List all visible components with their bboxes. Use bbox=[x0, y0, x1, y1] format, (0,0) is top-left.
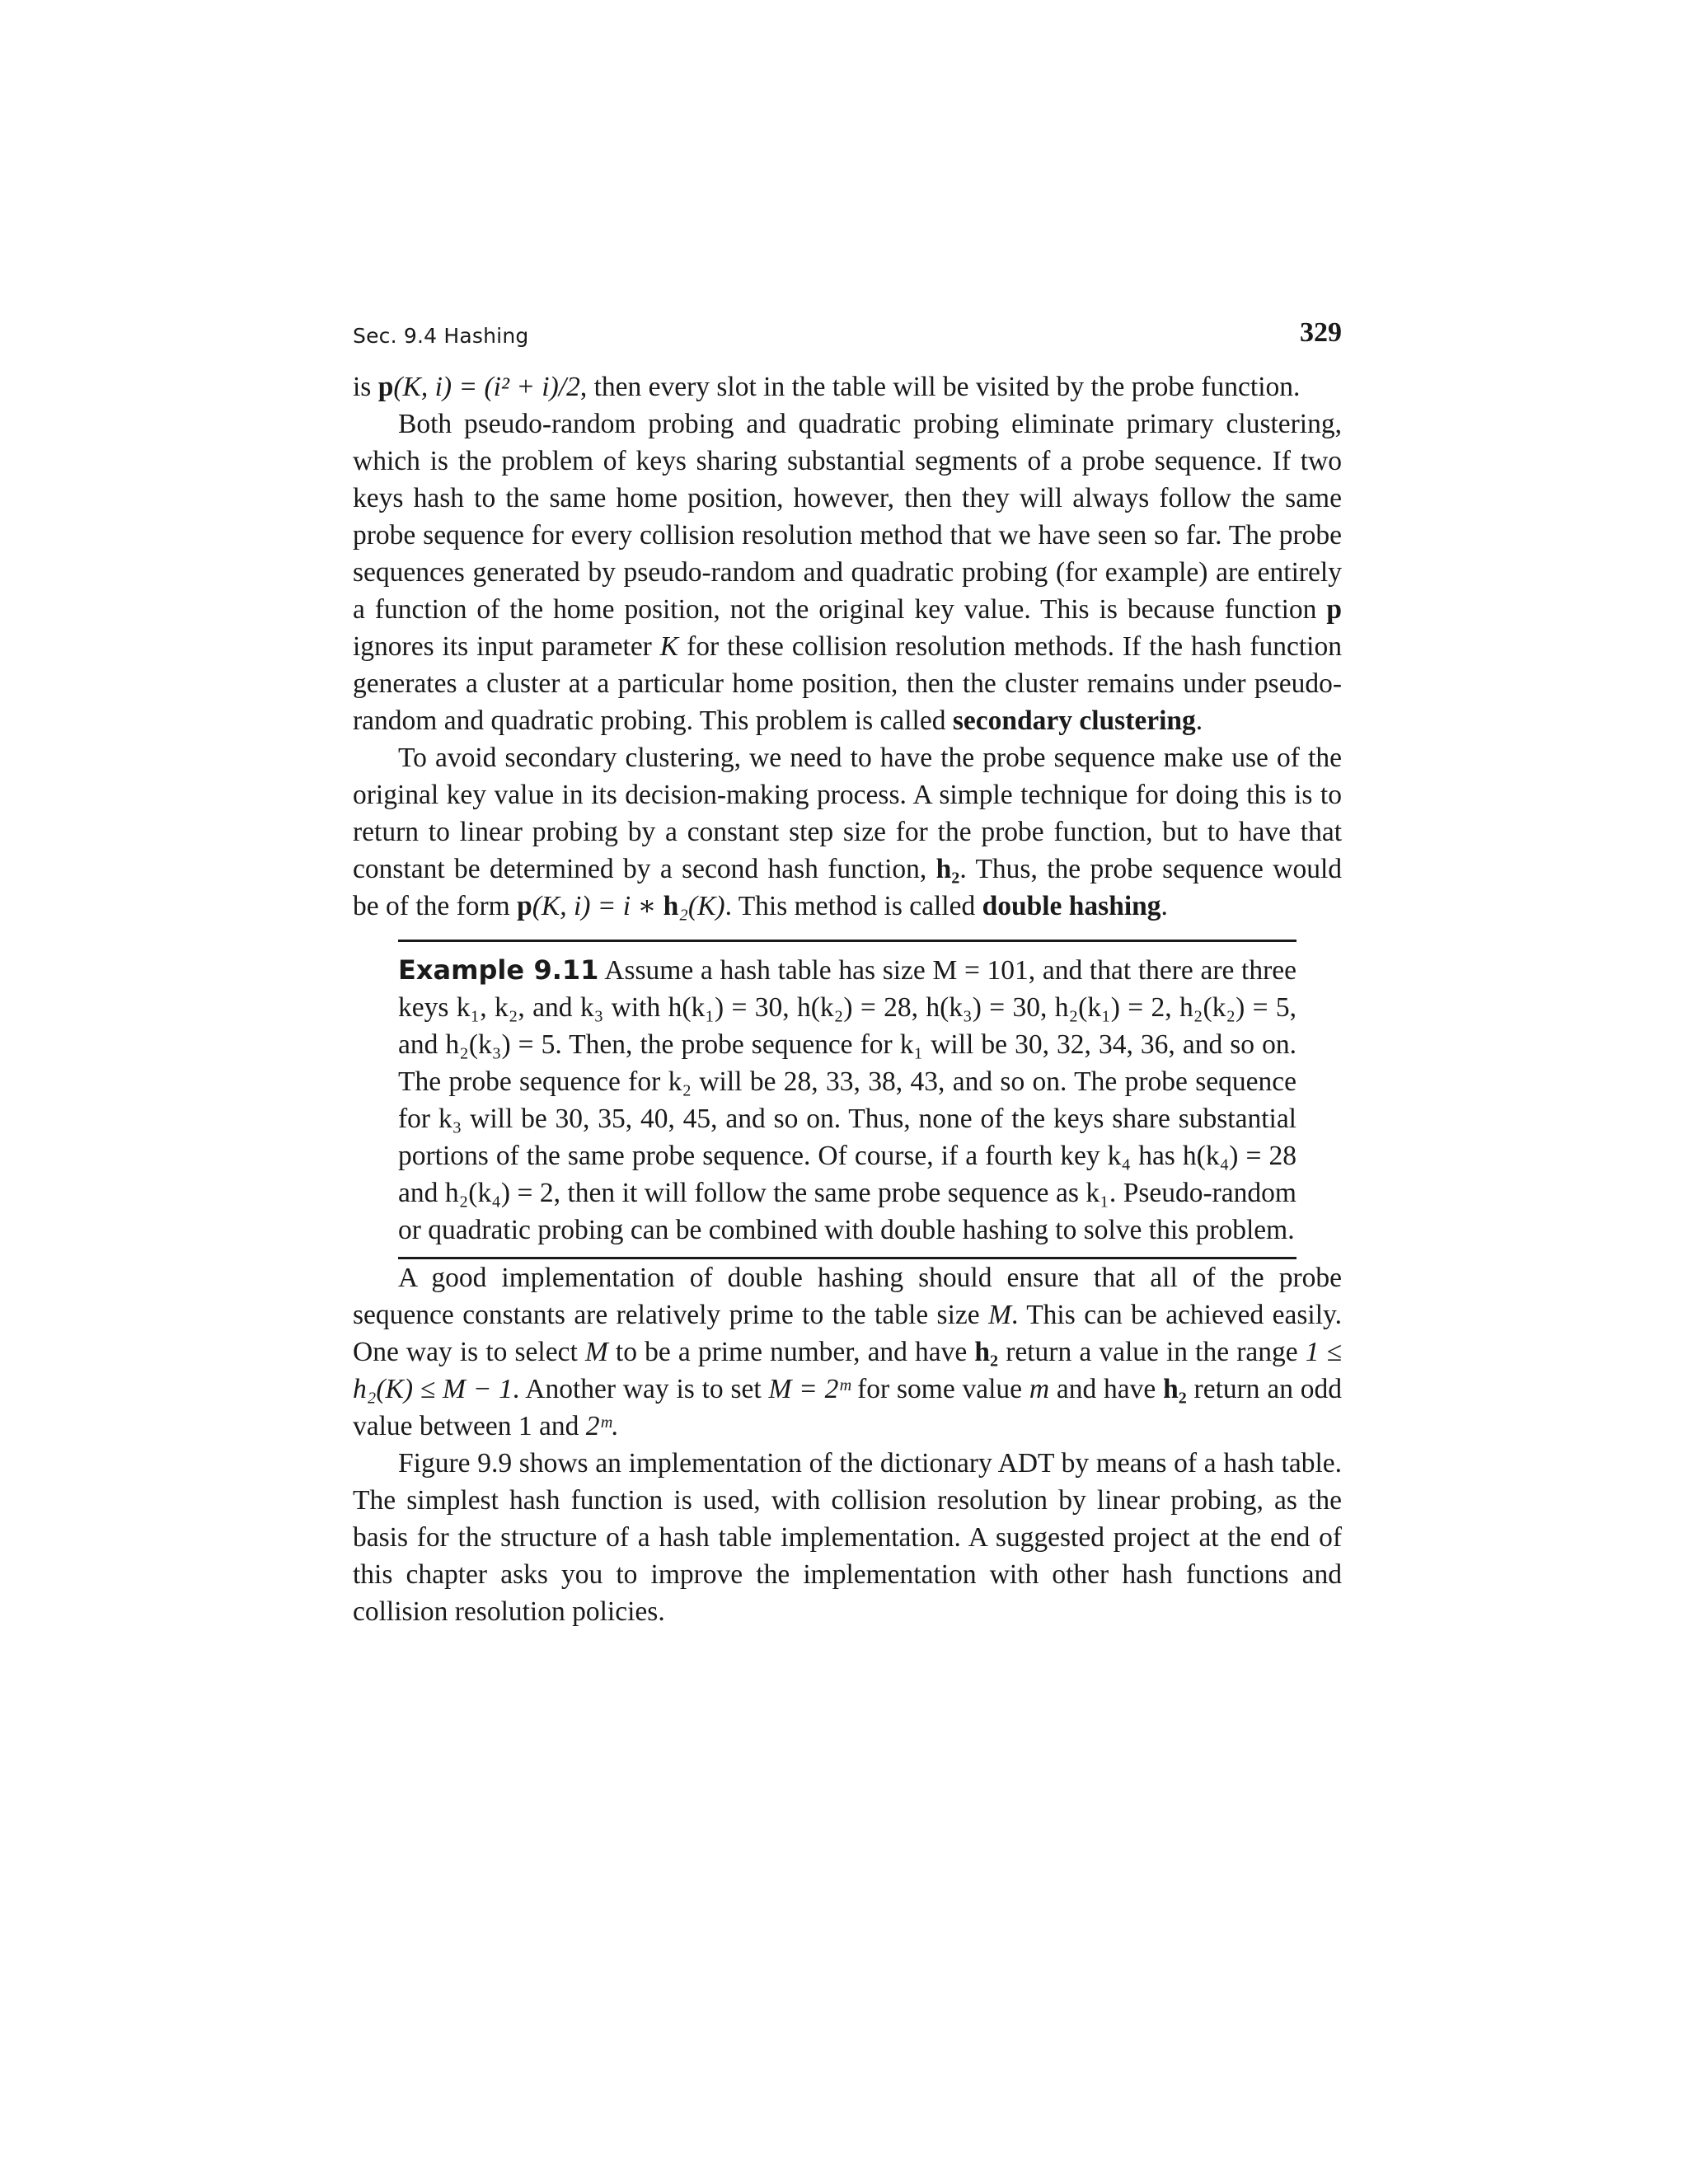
math: M bbox=[584, 1337, 608, 1367]
math-bold: p bbox=[377, 372, 394, 402]
text: . bbox=[1160, 891, 1168, 921]
math-bold: p bbox=[1326, 594, 1342, 625]
math: (K, i) = i ∗ bbox=[532, 891, 663, 921]
math: M = 2ᵐ bbox=[768, 1374, 851, 1404]
text: is bbox=[353, 372, 378, 402]
math: 1 ≤ h₂(K) ≤ M − 1 bbox=[353, 1337, 1342, 1404]
math-bold: h bbox=[663, 891, 679, 921]
text: and have bbox=[1049, 1374, 1164, 1404]
text: . Thus, the probe sequence would be of the form bbox=[353, 854, 1343, 921]
example-text: Assume a hash table has size M = 101, and that there are three keys k₁, k₂, and k₃ with h(k₁) = 30, h(k₂) = 28, h(k₃) = 30, h₂(k₁) = 2, h₂(k₂) = 5, and h₂(k₃) = 5. Then, the probe sequence for k₁ will be 30, 32, 34, 36, and so on. The probe sequence for k₂ will be 28, 33, 38, 43, and so on. The probe sequence for k₃ will be 30, 35, 40, 45, and so on. Thus, none of the keys share substantial portions of the same probe sequence. Of course, if a fourth key k₄ has h(k₄) = 28 and h₂(k₄) = 2, then it will follow the same probe sequence as k₁. Pseudo-random or quadratic probing can be combined with double hashing to solve this problem. bbox=[398, 955, 1297, 1245]
example-box bbox=[398, 940, 1296, 1259]
math: 2ᵐ bbox=[585, 1411, 612, 1441]
math-bold: p bbox=[517, 891, 532, 921]
text: return a value in the range bbox=[998, 1337, 1306, 1367]
text: ignores its input parameter bbox=[353, 631, 660, 662]
book-page bbox=[353, 317, 1342, 1630]
math-bold: h₂ bbox=[935, 854, 960, 884]
paragraph-5 bbox=[353, 1445, 1342, 1630]
text: To avoid secondary clustering, we need to have the probe sequence make use of the original key value in its decision-making process. A simple technique for doing this is to return to linear probing by a constant step size for the probe function, but to have that constant be determined by a second hash function, bbox=[353, 743, 1342, 884]
math: M bbox=[988, 1300, 1011, 1330]
text: Both pseudo-random probing and quadratic probing eliminate primary clustering, which is the problem of keys sharing substantial segments of a probe sequence. If two keys hash to the same home position, however, then they will always follow the same probe sequence for every collision resolution method that we have seen so far. The probe sequences generated by pseudo-random and quadratic probing (for example) are entirely a function of the home position, not the original key value. This is because function bbox=[353, 409, 1342, 625]
math: K bbox=[659, 631, 679, 662]
text: . This method is called bbox=[724, 891, 982, 921]
paragraph-2 bbox=[353, 405, 1342, 739]
example-label: Example 9.11 bbox=[398, 954, 599, 986]
page-header bbox=[353, 317, 1342, 359]
text: to be a prime number, and have bbox=[607, 1337, 975, 1367]
term-secondary-clustering: secondary clustering bbox=[952, 705, 1196, 736]
paragraph-4 bbox=[353, 1259, 1342, 1445]
running-head: Sec. 9.4 Hashing bbox=[353, 324, 529, 348]
math: m bbox=[1029, 1374, 1050, 1404]
term-double-hashing: double hashing bbox=[982, 891, 1161, 921]
text: for some value bbox=[850, 1374, 1029, 1404]
body-text bbox=[353, 368, 1342, 1630]
math-bold: h₂ bbox=[974, 1337, 999, 1367]
math-bold: h₂ bbox=[1163, 1374, 1187, 1404]
text: A good implementation of double hashing should ensure that all of the probe sequence constants are relatively prime to the table size bbox=[353, 1263, 1342, 1330]
text: Figure 9.9 shows an implementation of the dictionary ADT by means of a hash table. The simplest hash function is used, with collision resolution by linear probing, as the basis for the structure of a hash table implementation. A suggested project at the end of this chapter asks you to improve the implementation with other hash functions and collision resolution policies. bbox=[353, 1448, 1342, 1627]
text: . This can be achieved easily. One way is to select bbox=[353, 1300, 1342, 1367]
page-number: 329 bbox=[1300, 317, 1342, 348]
paragraph-1 bbox=[353, 368, 1342, 405]
text: , then every slot in the table will be visited by the probe function. bbox=[579, 372, 1301, 402]
text: . bbox=[611, 1411, 618, 1441]
text: for these collision resolution methods. If the hash function generates a cluster at a particular home position, then the cluster remains under pseudo-random and quadratic probing. This problem is called bbox=[353, 631, 1342, 736]
math: ₂(K) bbox=[678, 891, 725, 921]
math: (K, i) = (i² + i)/2 bbox=[393, 372, 580, 402]
paragraph-3 bbox=[353, 739, 1342, 925]
text: . Another way is to set bbox=[512, 1374, 769, 1404]
text: . bbox=[1195, 705, 1203, 736]
text: return an odd value between 1 and bbox=[353, 1374, 1343, 1441]
